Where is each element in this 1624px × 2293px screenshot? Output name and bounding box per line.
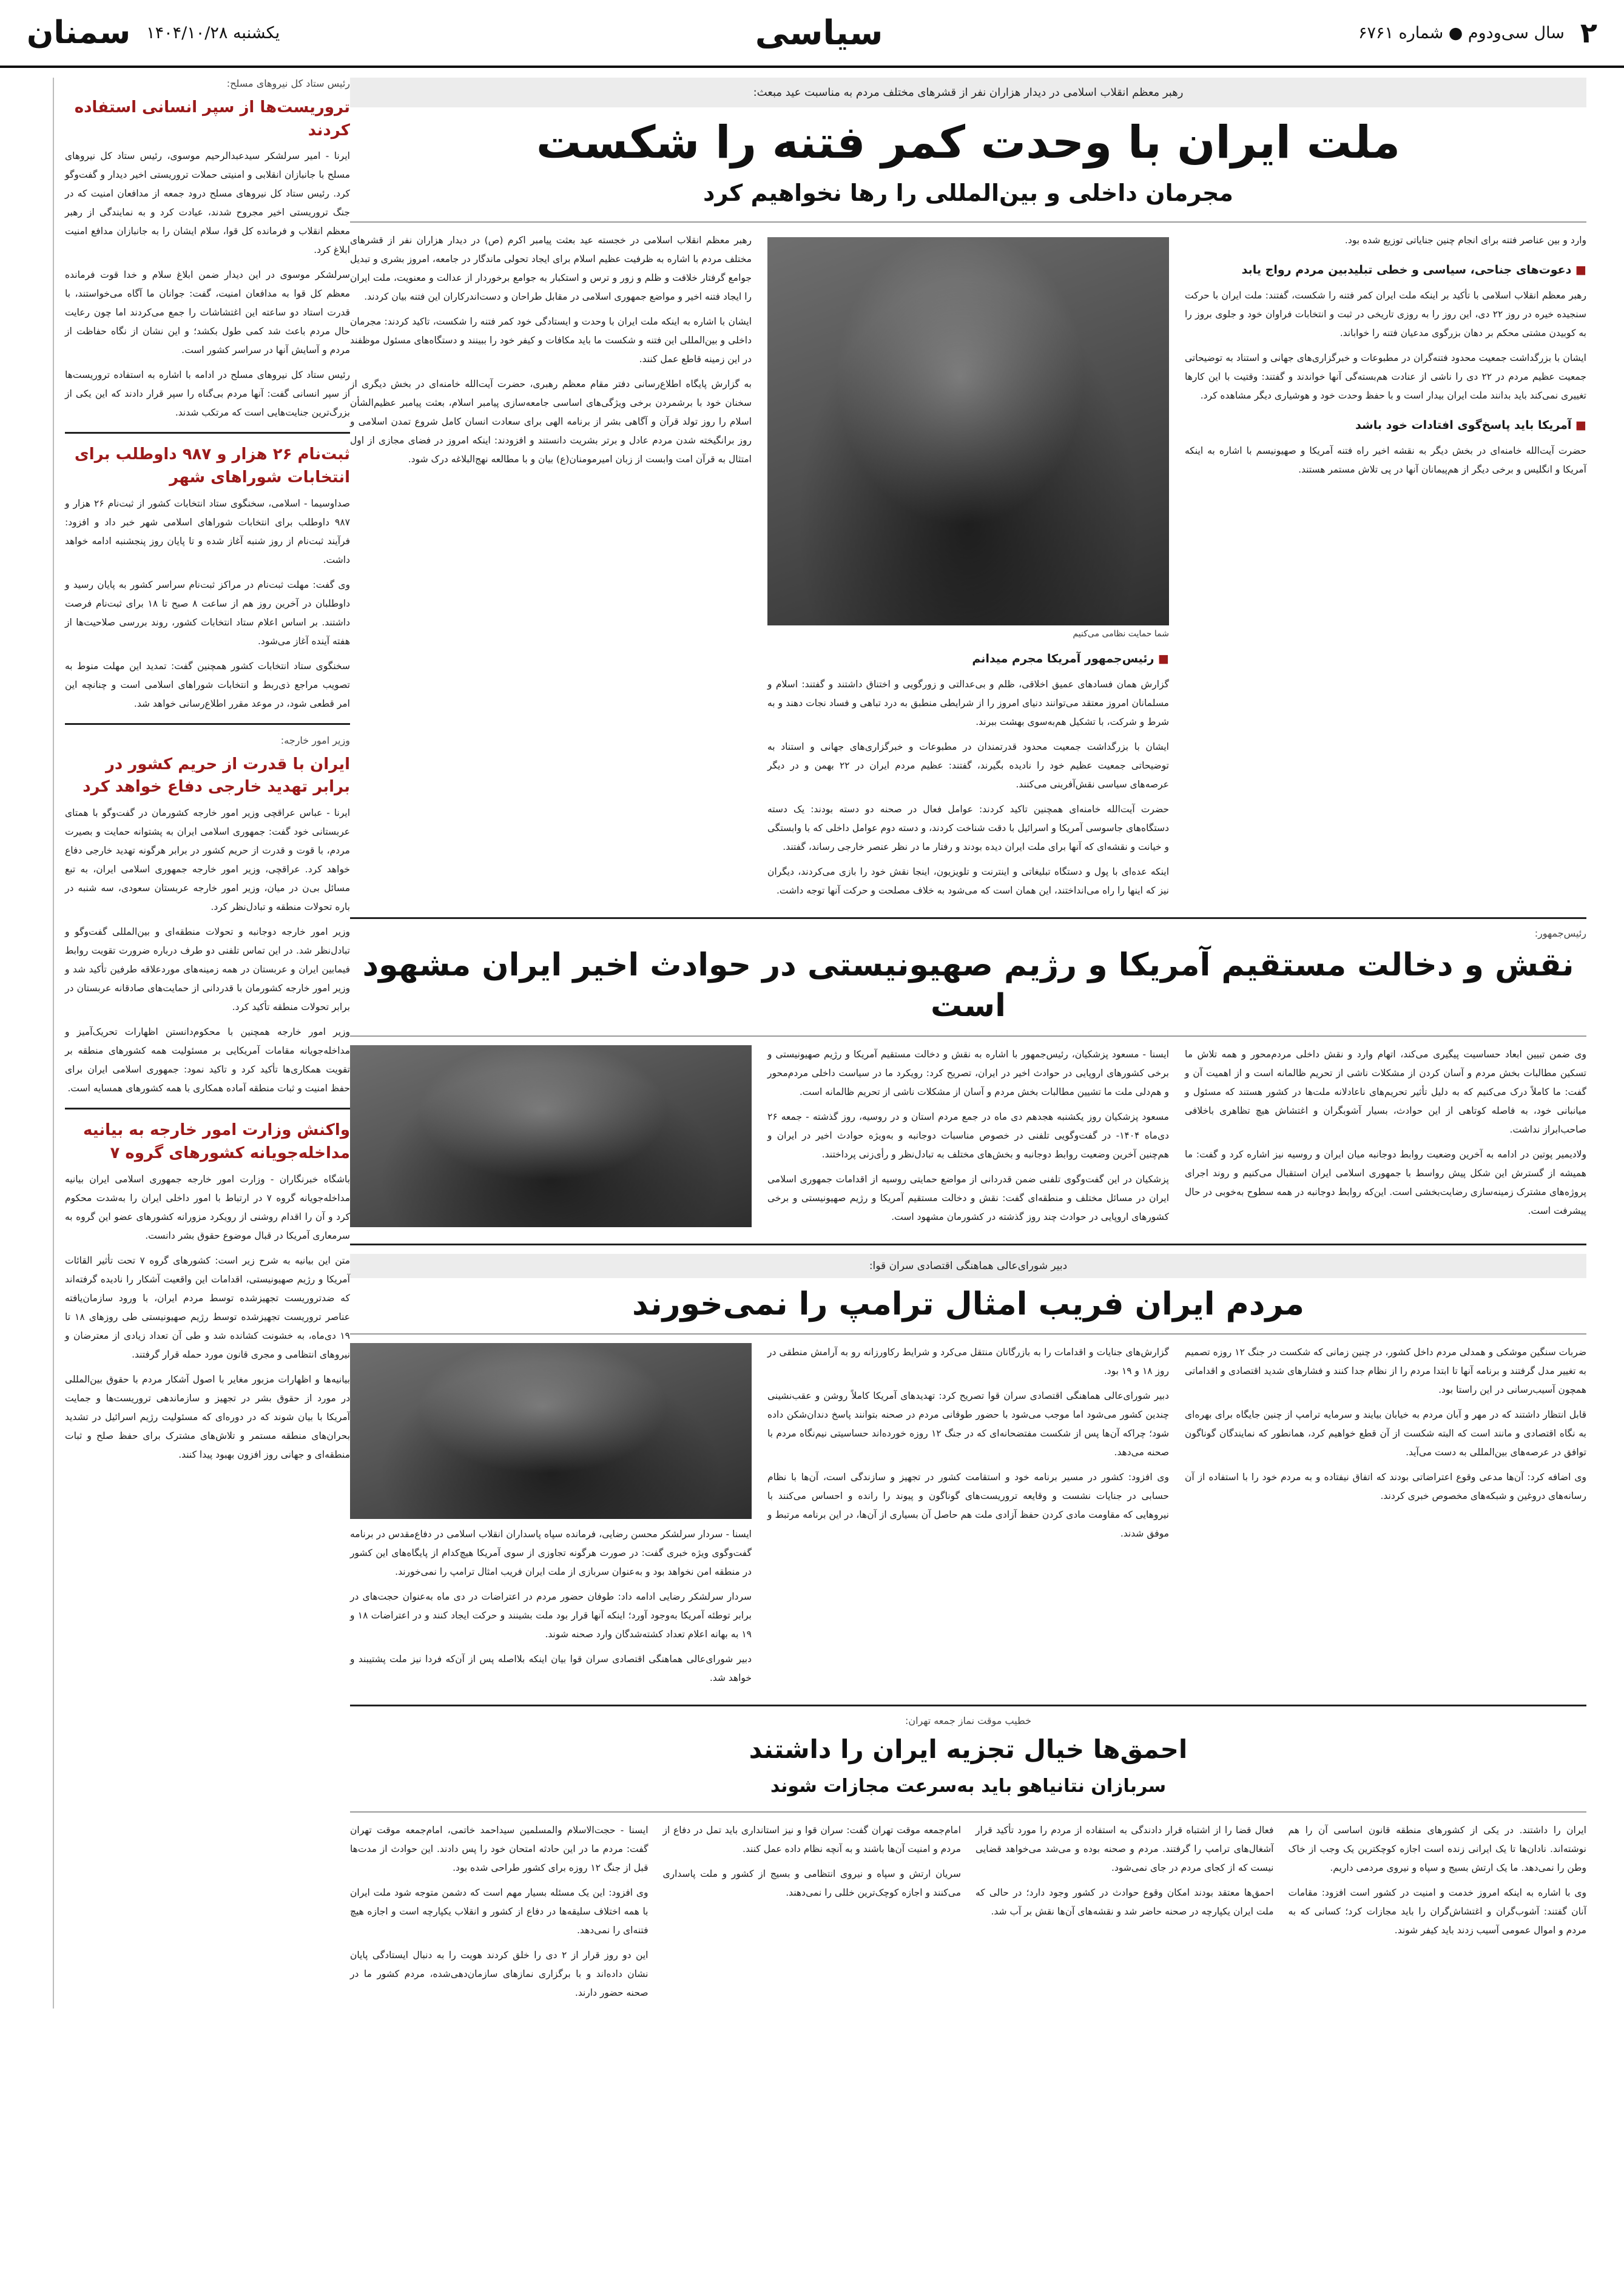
paragraph: ایرنا - امیر سرلشکر سیدعبدالرحیم موسوی، رئیس ستاد کل نیروهای مسلح با جانبازان انقلابی و امنیتی حملات تروریستی اخیر دیدار و گفت‌وگو کرد. رئیس ستاد کل نیروهای مسلح درود جمعه از مدافعان امنیت که در جنگ تروریستی اخیر مجروح شدند، عیادت کرد و به نمایندگی از رهبر معظم انقلاب و فرمانده کل قوا، سلام ایشان را به جانبازان مدافع امنیت ابلاغ کرد. [65,150,350,256]
lead-kicker: رهبر معظم انقلاب اسلامی در دیدار هزاران نفر از قشرهای مختلف مردم به مناسبت عید مبعث: [350,78,1586,107]
left-head-3: ایران با قدرت از حریم کشور در برابر تهدید خارجی دفاع خواهد کرد [83,755,350,796]
paragraph: حضرت آیت‌الله خامنه‌ای در بخش دیگر به نقشه اخیر راه فتنه آمریکا و صهیونیسم با اشاره به اینکه آمریکا و انگلیس و برخی دیگر از هم‌پیمانان آنها در پی تلاش مستمر هستند. [1185,445,1586,475]
masthead-right [27,15,280,51]
paragraph: دبیر شورای‌عالی هماهنگی اقتصادی سران قوا بیان اینکه بلااصله پس از آن‌که فردا نیز ملت پشتیبند و خواهد شد. [350,1654,752,1684]
lead-col-3 [1185,231,1586,906]
divider [65,723,350,725]
lead-bullet-1: ■ دعوت‌های جناحی، سیاسی و خطی تبلید‌بین مردم رواج یابد [1185,258,1586,281]
left-body-3 [65,804,350,1098]
lead-col-1 [350,231,752,906]
article4-col-1 [1289,1821,1587,2008]
paragraph: فعال قضا را از اشتباه قرار دادندگی به استفاده از مردم را مورد تأکید قرار آشغال‌های ترامپ را گرفتند. مردم و صحنه بوده و می‌شد می‌خواهد قضایی نیست که از کجای مردم در جای نمی‌شود. [975,1824,1274,1873]
paragraph: گزارش‌های جنایات و اقدامات را به بازرگانان منتقل می‌کرد و شرایط رکاورزانه رو به آرامش منطقی در روز ۱۸ و ۱۹ بود. [767,1347,1169,1377]
article3-col-1-text [350,1525,752,1688]
lead-col-2 [767,231,1169,906]
article2-col-2 [1185,1045,1586,1233]
article3-photo [350,1343,752,1519]
article4-body [350,1821,1586,2008]
lead-article [350,78,1586,906]
paragraph: ایسنا - حجت‌الاسلام والمسلمین سیداحمد خاتمی، امام‌جمعه موقت تهران گفت: مردم ما در این حادثه امتحان خود را پس دادند. این حوادث از مدت‌ها قبل از جنگ ۱۲ روزه برای کشور طراحی شده بود. [350,1824,649,1873]
paragraph: صداوسیما - اسلامی، سخنگوی ستاد انتخابات کشور از ثبت‌نام ۲۶ هزار و ۹۸۷ داوطلب برای انتخابات شوراهای اسلامی شهر خبر داد و افزود: فرآیند ثبت‌نام از روز شنبه آغاز شده و تا پایان روز پنجشنبه ادامه خواهد داشت. [65,497,350,565]
article-president [350,917,1586,1233]
lead-bullet-3: ■ رئیس‌جمهور آمریکا مجرم میدانم [767,647,1169,670]
section-title-wrap [755,13,883,53]
paragraph: وزیر امور خارجه دوجانبه و تحولات منطقه‌ای و بین‌المللی گفت‌وگو و تبادل‌نظر شد. در این تماس تلفنی دو طرف درباره ضرورت تقویت روابط فیمابین ایران و عربستان در همه زمینه‌های موردعلاقه طرفین تأکید شد و وزیر امور خارجه کشورمان با قدردانی از حمایت‌های صادقانه عربستان در برابر تحولات منطقه تأکید کرد. [65,926,350,1013]
issue-line: سال سی‌ودوم ● شماره ۶۷۶۱ [1358,23,1565,42]
divider [65,432,350,434]
paragraph: وی افزود: این یک مسئله بسیار مهم است که دشمن متوجه شود ملت ایران با همه اختلاف سلیقه‌ها در دفاع از کشور و انقلاب یکپارچه است و اجازه هیچ فتنه‌ای را نمی‌دهد. [350,1887,649,1936]
article-rezaei [350,1244,1586,1694]
paragraph: ولادیمیر پوتین در ادامه به آخرین وضعیت روابط دوجانبه میان ایران و روسیه نیز اشاره کرد و گفت: ما همیشه از گسترش این شکل پیش رواسط با جمهوری اسلامی ایران استقبال می‌کنیم و روند اجرای پروژه‌های مشترک زمینه‌سازی رضایت‌بخشی است. این‌که روابط دوجانبه در همه سطوح به‌خوبی در حال پیشرفت است. [1185,1148,1586,1216]
paragraph: سریان ارتش و سپاه و نیروی انتظامی و بسیج از کشور و ملت پاسداری می‌کنند و اجازه کوچک‌ترین خللی را نمی‌دهند. [662,1868,961,1898]
paragraph: ایسنا - مسعود پزشکیان، رئیس‌جمهور با اشاره به نقش و دخالت مستقیم آمریکا و رژیم صهیونیستی و برخی کشورهای اروپایی در حوادث اخیر در ایران، تصریح کرد: رویکرد ما در سیاست داخلی مردم‌محور و هم‌دلی ملت ما تشیین مطالبات بخش مردم و آسان از مشکلات ناشی از تحریم ظالمانه است. [767,1048,1169,1097]
masthead [0,0,1624,68]
paragraph: ایرنا - عباس عراقچی وزیر امور خارجه کشورمان در گفت‌وگو با همتای عربستانی خود گفت: جمهوری اسلامی ایران به پشتوانه حمایت و بصیرت مردم، با قوت و قدرت از حریم کشور در برابر هرگونه تهدید خارجی دفاع خواهد کرد. عراقچی، وزیر امور خارجه جمهوری اسلامی ایران، به تبع مسائل بی‌ن در میان، وزیر امور خارجه عربستان سعودی، سه شنبه در باره تحولات منطقه و تبادل‌نظر کرد. [65,807,350,913]
paragraph: به گزارش پایگاه اطلاع‌رسانی دفتر مقام معظم رهبری، حضرت آیت‌الله خامنه‌ای در بخش دیگری از سخنان خود با برشمردن برخی ویژگی‌های اساسی جامعه‌سازی پیامبر اسلام، بعثت پیامبر عظیم‌الشأن اسلام را روز تولد قرآن و آگاهی بشر از برنامه الهی برای سعادت انسان کامل شروع تمدن اسلامی و روز برانگیخته شدن مردم عادل و برتر بشریت دانستند و افزودند: اینکه امروز در فضای مجازی از اول امتثال به قرآن امت وابست از زبان امیرمومنان(ع) بیان و با مطالعه نهج‌البلاغه درک شود. [350,378,752,465]
paragraph: باشگاه خبرنگاران - وزارت امور خارجه جمهوری اسلامی ایران بیانیه مداخله‌جویانه گروه ۷ در ارتباط با امور داخلی ایران را به‌شدت محکوم کرد و آن را اقدام روشنی از رویکرد مزورانه کشورهای عضو این گروه به سرمعاری آمریکا در قبال موضوع حقوق بشر دانست. [65,1173,350,1241]
paragraph: ایشان با بزرگداشت جمعیت محدود فتنه‌گران در مطبوعات و خبرگزاری‌های جهانی و استناد به توضیحاتی جمعیت عظیم مردم در ۲۲ دی را ناشی از عنادت هم‌بسته‌گی آنها خواندند و گفتند: وقتیت با این کارها تغییری نمی‌کند باید بدانند ملت ایران بیدار است و با حفظ وحدت خود و هوشیاری دیگر مشاهده کرد. [1185,352,1586,401]
paragraph: اینکه عده‌ای با پول و دستگاه تبلیغاتی و اینترنت و تلویزیون، اینجا نقش خود را بازی می‌کردند، دیگران نیز که اینها را راه می‌انداختند، این همان است که می‌شود به خلاف مصلحت و حرکت آنها توجه داشت. [767,866,1169,896]
paragraph: ایران را داشتند. در یکی از کشورهای منطقه قانون اساسی آن را هم نوشته‌اند. نادان‌ها تا یک ایرانی زنده است اجازه کوچکترین یک وجب از خاک وطن را نمی‌دهد. ما یک ارتش بسیج و سپاه و نیروی مردمی داریم. [1288,1824,1586,1873]
article4-col-3 [663,1821,962,2008]
paragraph: ایسنا - سردار سرلشکر محسن رضایی، فرمانده سپاه پاسداران انقلاب اسلامی در دفاع‌مقدس در برنامه گفت‌وگوی ویژه خبری گفت: در صورت هرگونه تجاوزی از سوی آمریکا هیچ‌کدام از پایگاه‌های این کشور در منطقه امن نخواهد بود و به‌عنوان سربازی از ملت ایران فریب امثال ترامپ را نمی‌خورند. [350,1529,752,1578]
paragraph: رهبر معظم انقلاب اسلامی با تأکید بر اینکه ملت ایران کمر فتنه را شکست، گفتند: ملت ایران با حرکت سنجیده خیره در روز ۲۲ دی، این روز را به روزی تاریخی در ثبت و انتخابات فراوان خود و جلوی بروز را به کوبیدن مشتی محکم بر دهان بزرگوی مدعیان فتنه را خواباند. [1185,289,1586,338]
left-body-2 [65,494,350,713]
article2-body [350,1045,1586,1233]
paragraph: وی گفت: مهلت ثبت‌نام در مراکز ثبت‌نام سراسر کشور به پایان رسید و داوطلبان در آخرین روز هم از ساعت ۸ صبح تا ۱۸ برای ثبت‌نام فرصت داشتند. بر اساس اعلام ستاد انتخابات کشور، روند بررسی صلاحیت‌ها از هفته آینده آغاز می‌شود. [65,579,350,647]
article-khatami [350,1705,1586,2008]
lead-title: ملت ایران با وحدت کمر فتنه را شکست [536,116,1401,169]
left-head-2: ثبت‌نام ۲۶ هزار و ۹۸۷ داوطلب برای انتخابات شوراهای شهر [74,445,350,487]
article4-col-2 [975,1821,1274,2008]
paragraph: این دو روز قرار از ۲ دی را خلق کردند هویت را به دنبال ایستادگی پایان نشان داده‌اند و با برگزاری نمازهای سازمان‌دهی‌شده، مردم کشور ما در صحنه حضور دارند. [350,1949,649,1998]
article2-col-1 [767,1045,1169,1233]
paragraph: رئیس ستاد کل نیروهای مسلح در ادامه با اشاره به استفاده تروریست‌ها از سپر انسانی گفت: آنها مردم بی‌گناه را سپر قرار دادند که این یکی از بزرگ‌ترین جنایت‌هایی است که مرتکب شدند. [65,369,350,419]
paragraph: ضربات سنگین موشکی و همدلی مردم داخل کشور، در چنین زمانی که شکست در جنگ ۱۲ روزه تصمیم به تغییر مدل گرفتند و برنامه آنها تا ابتدا مردم را از نظام جدا کنند و فشارهای شدید اقتصادی و اقداماتی همچون آسیب‌رسانی در این راستا بود. [1185,1347,1587,1396]
article4-title: احمق‌ها خیال تجزیه ایران را داشتند [749,1734,1188,1765]
article3-col-1 [350,1343,752,1694]
masthead-left [1358,16,1597,49]
main-column [350,78,1600,2008]
paragraph: متن این بیانیه به شرح زیر است: کشورهای گروه ۷ تحت تأثیر القائات آمریکا و رژیم صهیونیستی، اقدامات این واقعیت آشکار را نادیده گرفته‌اند که ضد‌تروریست تجهیزشده توسط مردم ایران، با ورود سازمان‌یافته عناصر تروریست تجهیزشده توسط رژیم صهیونیستی طی روزهای ۱۸ تا ۱۹ دی‌ماه، به خشونت کشانده شد و طی آن تعداد زیادی از معترضان و نیروهای انتظامی و مجری قانون مورد حمله قرار گرفتند. [65,1254,351,1360]
paragraph: گزارش همان فسادهای عمیق اخلاقی، ظلم و بی‌عدالتی و زورگویی و اختناق داشتند و گفتند: اسلام و مسلمانان امروز معتقد می‌توانند دنیای امروز را از شرایطی منطبق به درد تباهی و فساد نجات دهند و به شرط و شرکت، با تشکیل هم‌به‌سوی بهشت ببرند. [767,678,1169,727]
divider [350,221,1586,223]
left-head-1: تروریست‌ها از سپر انسانی استفاده کردند [74,98,350,140]
article3-body [350,1343,1586,1694]
paragraph: پزشکیان در این گفت‌وگوی تلفنی ضمن قدردانی از مواضع حمایتی روسیه از اقدامات جمهوری اسلامی ایران در مسائل مختلف و منطقه‌ای گفت: نقش و دخالت مستقیم آمریکا و رژیم صهیونیستی و برخی کشورهای اروپایی در حوادث چند روز گذشته در کشورمان مشهود است. [767,1173,1169,1222]
article4-kicker: خطیب موقت نماز جمعه تهران: [905,1715,1032,1727]
page-number: ۲ [1580,16,1597,49]
left-head-4: واکنش وزارت امور خارجه به بیانیه مداخله‌جویانه کشورهای گروه ۷ [83,1121,350,1162]
divider [350,1811,1586,1813]
article3-kicker: دبیر شورای‌عالی هماهنگی اقتصادی سران قوا: [350,1254,1586,1278]
article2-photo [350,1045,752,1227]
paragraph: امام‌جمعه موقت تهران گفت: سران قوا و نیز استانداری باید تمل در دفاع از مردم و امنیت آن‌ها باشند و به آنچه نظام داده عمل کنند. [662,1824,961,1854]
page-content [0,68,1624,2008]
article2-photo-col [350,1045,752,1233]
lead-photo [767,237,1169,625]
lead-bullet-2: ■ آمریکا باید پاسخ‌گوی افتادات خود باشد [1185,414,1586,437]
paragraph: وی ضمن تبیین ابعاد حساسیت پیگیری می‌کند، اتهام وارد و نقش داخلی مردم‌محور و همه تلاش ما تسکین مطالبات بخش مردم و آسان کردن از مشکلات ناشی از تحریم ظالمانه است و از اهمیت آن و گفت: ما کاملاً درک می‌کنیم که به دلیل تأثیر تحریم‌های ناعادلانه ملت‌ها در کشور هستند که مسئول و میانبانی خود، به فاصله کوتاهی از این حوادث، بسیار آشوبگران و اغتشاش هیچ تظاهری باخلافی صاحب‌ابراز نداشت. [1185,1048,1586,1135]
lead-body [350,231,1586,906]
lead-photo-caption: شما حمایت نظامی می‌کنیم [1073,628,1169,639]
lead-subtitle: مجرمان داخلی و بین‌المللی را رها نخواهیم کرد [703,179,1233,206]
paragraph: سخنگوی ستاد انتخابات کشور همچنین گفت: تمدید این مهلت منوط به تصویب مراجع ذی‌ربط و انتخابات شوراهای اسلامی است و چنانچه این امر قطعی شود، در موعد مقرر اطلاع‌رسانی خواهد شد. [65,660,350,709]
divider [350,1035,1586,1037]
paragraph: دبیر شورای‌عالی هماهنگی اقتصادی سران قوا تصریح کرد: تهدیدهای آمریکا کاملاً روشن و عقب‌نشینی چندین کشور می‌شود اما موجب می‌شود با حضور طوفانی مردم در صحنه بتوانند پاسخ دندان‌شکن داده شود؛ چراکه آن‌ها پس از شکست مفتضحانه‌ای که در جنگ ۱۲ روزه خورده‌اند حساسیتی نیم‌نگاه مردم با صحنه می‌دهد. [767,1390,1169,1458]
left-column [53,78,350,2008]
lead-col-2-text [767,647,1169,900]
paragraph: ایشان با بزرگداشت جمعیت محدود قدرتمندان در مطبوعات و خبرگزاری‌های جهانی و استناد به توضیحاتی جمعیت عظیم خود را نادیده بگیرند، گفتند: عظیم مردم ایران در ۲۲ بهمن و در دیگر عرصه‌های سیاسی نقش‌آفرینی می‌کنند. [767,741,1169,790]
paragraph: سرلشکر موسوی در این دیدار ضمن ابلاغ سلام و خدا قوت فرمانده معظم کل قوا به مدافعان امنیت، گفت: جوانان ما آگاه می‌خواستند، با قدرت استاد دو ساعته این اغتشاشات را جمع می‌کردند اما چون رعایت حال مردم باعث شد کمی طول بکشد؛ و این نشان از نگاه حفاظت از مردم و آسایش آنها در سراسر کشور است. [65,269,350,356]
paragraph: وی با اشاره به اینکه امروز خدمت و امنیت در کشور است افزود: مقامات آنان گفتند: آشوب‌گران و اغتشاش‌گران را باید مجازات کرد؛ کسانی که به مردم و اموال عمومی آسیب زدند باید کیفر شوند. [1288,1887,1586,1936]
paragraph: ایشان با اشاره به اینکه ملت ایران با وحدت و ایستادگی خود کمر فتنه را شکست، تاکید کردند: مجرمان داخلی و بین‌المللی این فتنه و شکست ما باید مکافات و کیفر خود را ببینند و دستگاه‌های مسئول موظفند در این زمینه قاطع عمل کنند. [350,315,752,365]
paragraph: بیانیه‌ها و اظهارات مزبور مغایر با اصول آشکار مردم با حقوق بین‌المللی در مورد از حقوق بشر در تجهیز و سازماندهی تروریست‌ها و جمایت آمریکا با بیان شوند که در دوره‌ای که مسئولیت رژیم اسرائیل در تشدید بحران‌های منطقه مستمر و تلاش‌های مشترک برای حفظ صلح و ثبات منطقه‌ای و جهانی روز افزون بهبود پیدا کنند. [65,1373,350,1460]
paragraph: وزیر امور خارجه همچنین با محکوم‌دانستن اظهارات تحریک‌آمیز و مداخله‌جویانه مقامات آمریکایی بر مسئولیت همه کشورهای منطقه بر تقویت همکاری‌ها تأکید کرد و تاکید نمود: جمهوری اسلامی ایران برای حفظ امنیت و ثبات منطقه آماده همکاری با همه کشورهای همسایه است. [65,1026,350,1094]
publish-date: یکشنبه ۱۴۰۴/۱۰/۲۸ [146,23,280,42]
article3-col-3 [1185,1343,1586,1694]
article4-col-4 [350,1821,649,2008]
article2-title: نقش و دخالت مستقیم آمریکا و رژیم صهیونیستی در حوادث اخیر ایران مشهود است [362,946,1574,1025]
article2-kicker: رئیس‌جمهور: [1534,927,1586,939]
paragraph: حضرت آیت‌الله خامنه‌ای همچنین تاکید کردند: عوامل فعال در صحنه دو دسته بودند: یک دسته دستگاه‌های جاسوسی آمریکا و اسرائیل با دقت شناخت کردند، و دسته دوم عوامل داخلی که با وابستگی و خیانت و نقشه‌ای که آنها برای ملت ایران دیده بودند و رفتار ما در نظر عنصر خارجی رساند، گفتند. [767,803,1169,852]
divider [350,1333,1586,1335]
lead-photo-wrap [767,237,1169,639]
paragraph: مسعود پزشکیان روز یکشنبه هجدهم دی ماه در جمع مردم استان و در روسیه، روز گذشته - جمعه ۲۶ دی‌ماه ۱۴۰۴- در گفت‌وگویی تلفنی در خصوص مناسبات دوجانبه و به‌ویژه حوادث اخیر در ایران و هم‌چنین آخرین وضعیت روابط دوجانبه و بخش‌های مختلف به تبادل‌نظر و رأی‌زنی پرداختند. [767,1111,1169,1160]
left-kicker-3: وزیر امور خارجه: [280,734,350,746]
paragraph: قابل انتظار داشتند که در مهر و آبان مردم به خیابان بیایند و سرمایه ترامپ از چنین جایگاه برای بهره‌ای به نگاه اقتصادی و مانند است که البته شکست از آن قطع خواهیم کرد، همانطور که نمایندگان گوناگون توافق در عرصه‌های بین‌المللی به دست می‌آید. [1185,1409,1586,1458]
left-body-4 [65,1170,350,1464]
paper-logo: سمنان [27,15,131,51]
paragraph: وی افزود: کشور در مسیر برنامه خود و استقامت کشور در تجهیز و سازندگی است، آن‌ها با نظام حسابی در جنایات نشست و وقایعه تروریست‌های گوناگون و پیوند را رانده و احساس می‌کنند با نیروهایی که مقاومت مادی کردن حفظ آزادی ملت هم حاصل آن بسیاری از آن‌ها، در این برنامه مرتبط و موفق شدند. [767,1472,1169,1540]
article3-title: مردم ایران فریب امثال ترامپ را نمی‌خورند [632,1285,1304,1322]
section-title: سیاسی [755,13,883,53]
paragraph: سردار سرلشکر رضایی ادامه داد: طوفان حضور مردم در اعتراضات در دی ماه به‌عنوان حجت‌های در برابر توطئه آمریکا به‌وجود آورد؛ اینکه آنها قرار بود ملت بشینند و حرکت ایجاد کنند و در اعتراضات ۱۸ و ۱۹ به بهانه اعلام تعداد کشته‌شدگان وارد صحنه شوند. [350,1591,752,1640]
left-kicker-1: رئیس ستاد کل نیروهای مسلح: [226,78,350,89]
article3-col-2 [767,1343,1169,1694]
paragraph: احمق‌ها معتقد بودند امکان وقوع حوادث در کشور وجود دارد؛ در حالی که ملت ایران یکپارچه در صحنه حاضر شد و نقشه‌های آن‌ها نقش بر آب شد. [975,1887,1274,1917]
left-body-1 [65,147,350,422]
paragraph: وارد و بین عناصر فتنه برای انجام چنین جنایاتی توزیع شده بود. [1344,234,1586,246]
paragraph: وی اضافه کرد: آن‌ها مدعی وقوع اعتراضاتی بودند که اتفاق نیفتاده و به مردم خود را با استفاده از آن رسانه‌های دروغین و شبکه‌های مخصوص خبری کردند. [1185,1472,1586,1502]
paragraph: رهبر معظم انقلاب اسلامی در خجسته عید بعثت پیامبر اکرم (ص) در دیدار هزاران نفر از قشرهای مختلف مردم با اشاره به ظرفیت عظیم اسلام برای ایجاد تحولی ماندگار در جامعه، امروز بشری و تبدیل جوامع گرفتار خلافت و ظلم و زور و ترس و استکبار به جوامع برخوردار از عدالت و معنویت، ملت ایران را ایجاد فتنه اخیر و مواضع جمهوری اسلامی در مقابل طراحان و دست‌اندرکاران این فتنه بیان کردند. [350,234,752,302]
divider [65,1108,350,1109]
article4-subtitle: سربازان نتانیاهو باید به‌سرعت مجازات شوند [770,1775,1167,1797]
